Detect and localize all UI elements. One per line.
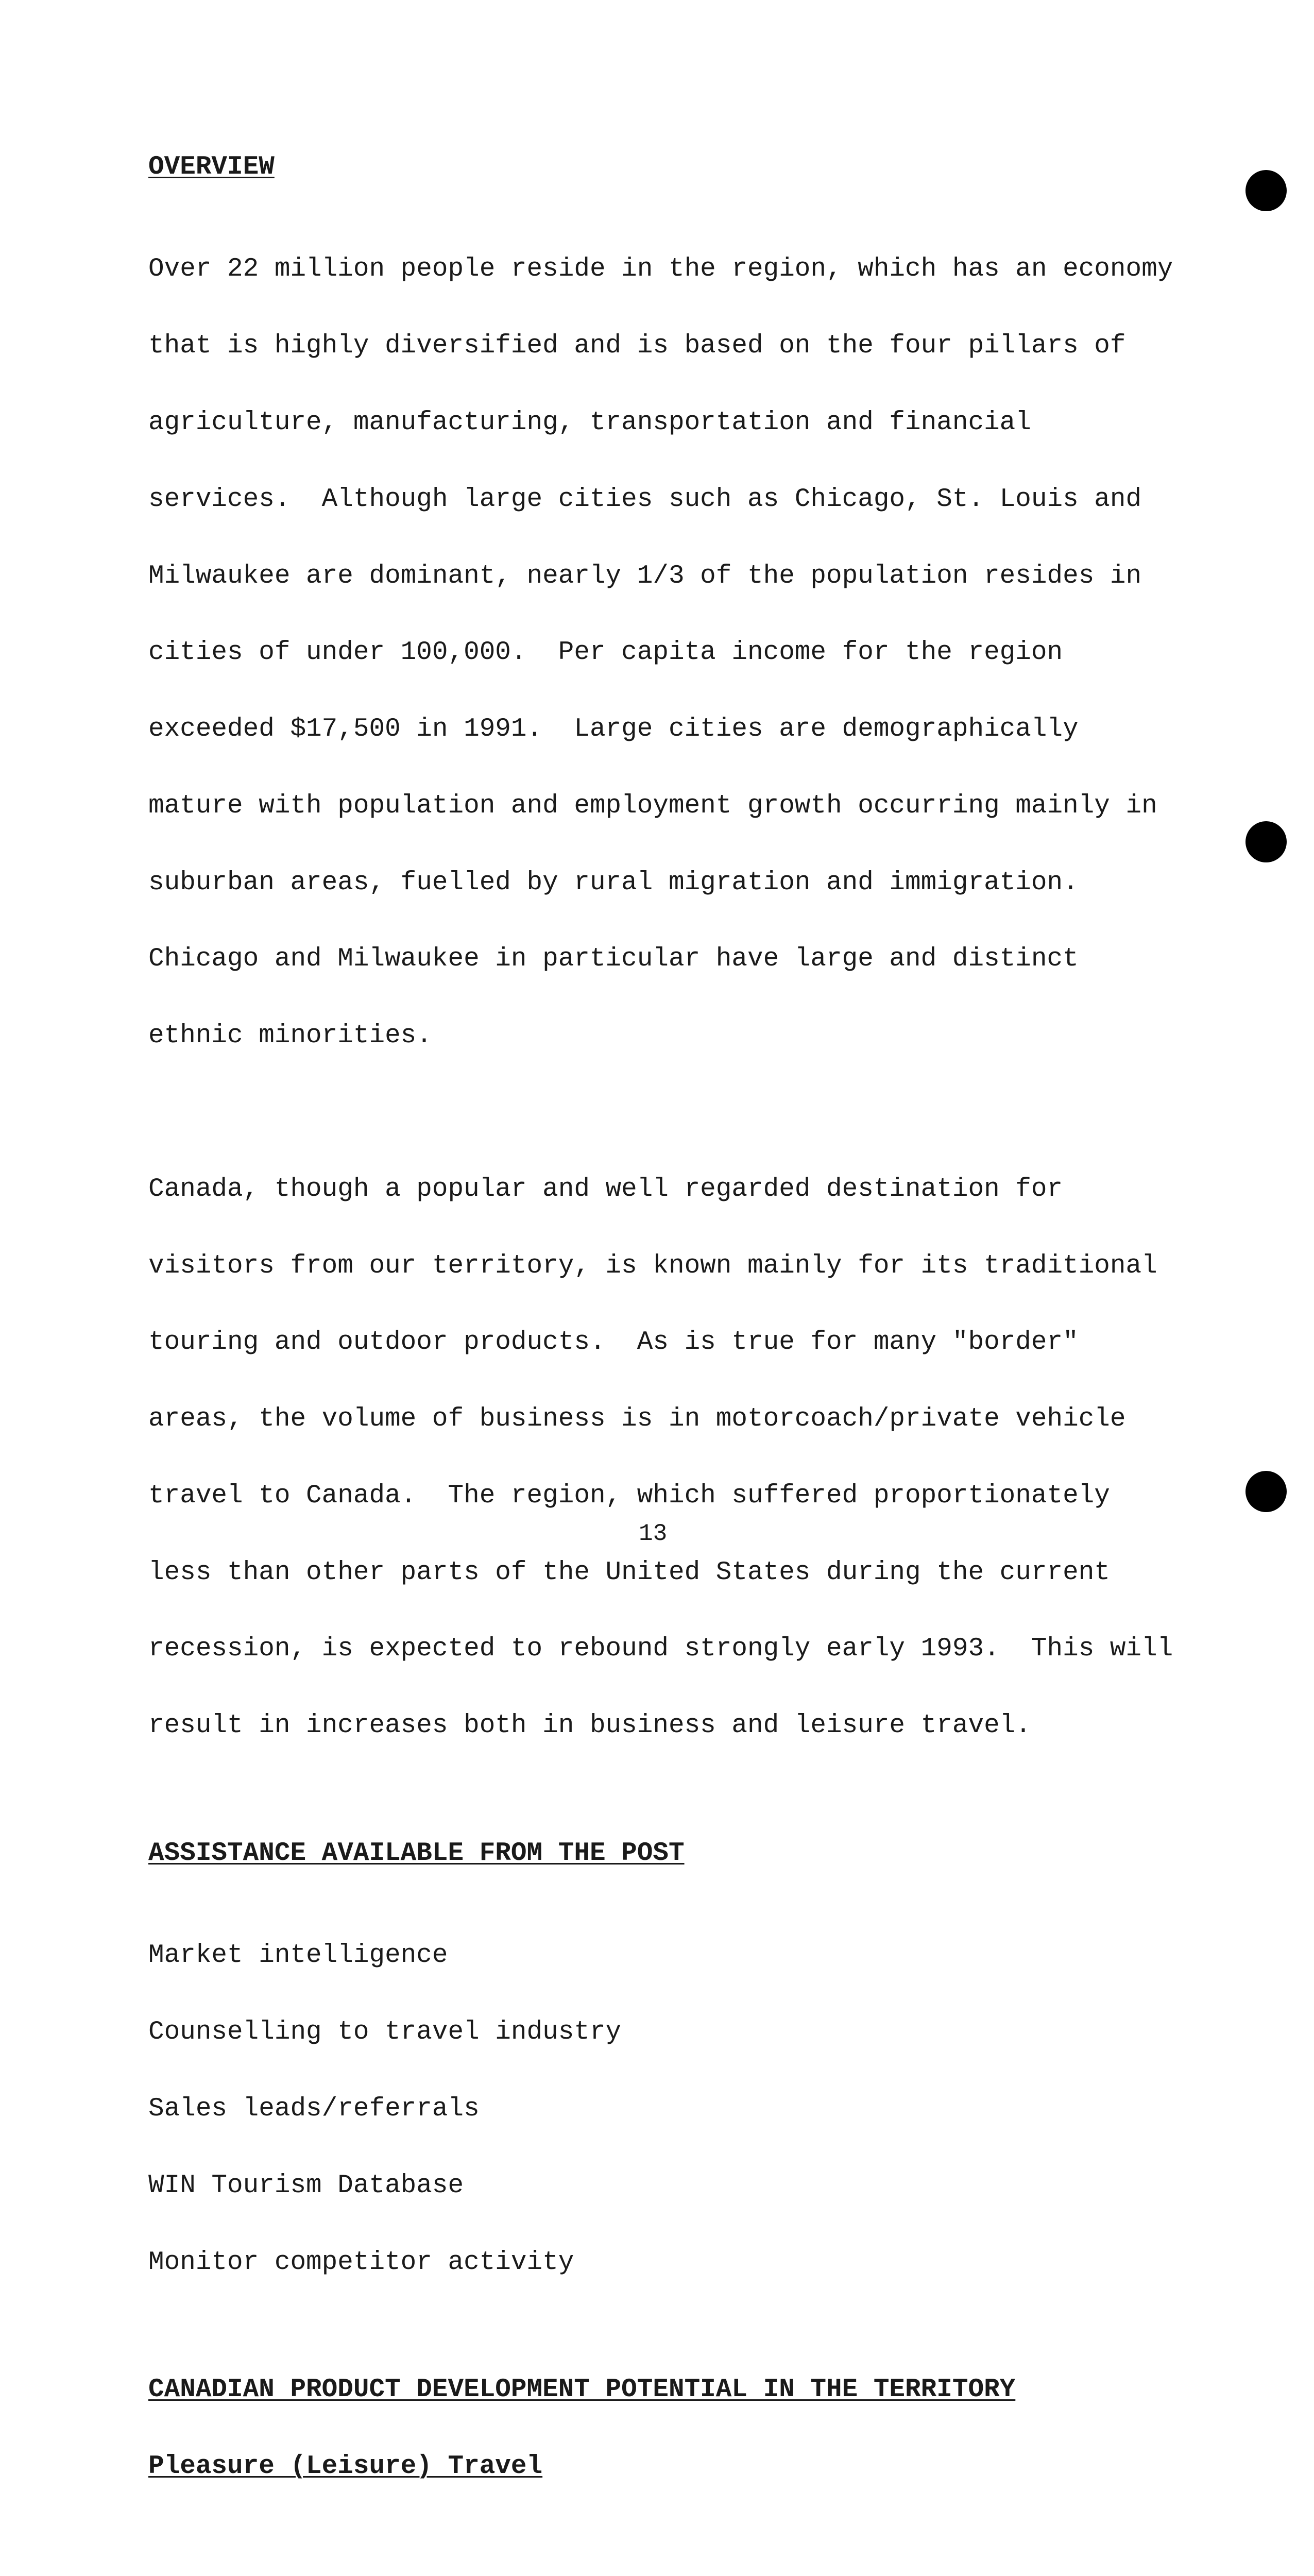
list-item: Monitor competitor activity (148, 2247, 574, 2277)
text-line: that is highly diversified and is based on the four pillars of (148, 331, 1126, 361)
text-line: touring and outdoor products. As is true for many "border" (148, 1328, 1079, 1358)
text-line: cities of under 100,000. Per capita income for the region (148, 638, 1063, 668)
document-body (148, 152, 1179, 2576)
text-line: services. Although large cities such as Chicago, St. Louis and (148, 484, 1142, 514)
text-line: ethnic minorities. (148, 1021, 432, 1051)
text-line: exceeded $17,500 in 1991. Large cities are demographically (148, 715, 1079, 744)
list-item: Counselling to travel industry (148, 2018, 622, 2047)
text-line: agriculture, manufacturing, transportation and financial (148, 408, 1031, 437)
text-line: Milwaukee are dominant, nearly 1/3 of the population resides in (148, 561, 1142, 591)
text-line: Over 22 million people reside in the region, which has an economy (148, 255, 1173, 284)
overview-paragraph-2 (148, 1126, 1179, 1790)
punch-hole-middle (1245, 821, 1287, 862)
text-line: travel to Canada. The region, which suffered proportionately (148, 1481, 1110, 1511)
pleasure-travel-subheading: Pleasure (Leisure) Travel (148, 2451, 543, 2481)
text-line: recession, is expected to rebound strongly early 1993. This will (148, 1634, 1173, 1664)
text-line: areas, the volume of business is in motorcoach/private vehicle (148, 1404, 1126, 1434)
text-line: Chicago and Milwaukee in particular have large and distinct (148, 944, 1079, 974)
text-line: Canada, though a popular and well regarded destination for (148, 1174, 1063, 1204)
text-line: mature with population and employment growth occurring mainly in (148, 791, 1157, 821)
text-line: visitors from our territory, is known mainly for its traditional (148, 1251, 1157, 1281)
assistance-list (148, 1892, 1179, 2326)
text-line: result in increases both in business and leisure travel. (148, 1711, 1031, 1741)
overview-heading: OVERVIEW (148, 152, 275, 182)
list-item: WIN Tourism Database (148, 2171, 464, 2200)
assistance-heading: ASSISTANCE AVAILABLE FROM THE POST (148, 1839, 685, 1868)
text-line: less than other parts of the United States during the current (148, 1557, 1110, 1587)
punch-hole-bottom (1245, 1471, 1287, 1512)
overview-paragraph-1 (148, 206, 1179, 1100)
seniors-paragraph (148, 2530, 1179, 2576)
punch-hole-top (1245, 170, 1287, 211)
text-line: suburban areas, fuelled by rural migration and immigration. (148, 868, 1079, 897)
page-number: 13 (639, 1520, 668, 1547)
product-development-heading: CANADIAN PRODUCT DEVELOPMENT POTENTIAL IN THE TERRITORY (148, 2375, 1016, 2405)
list-item: Sales leads/referrals (148, 2094, 480, 2124)
list-item: Market intelligence (148, 1941, 448, 1971)
